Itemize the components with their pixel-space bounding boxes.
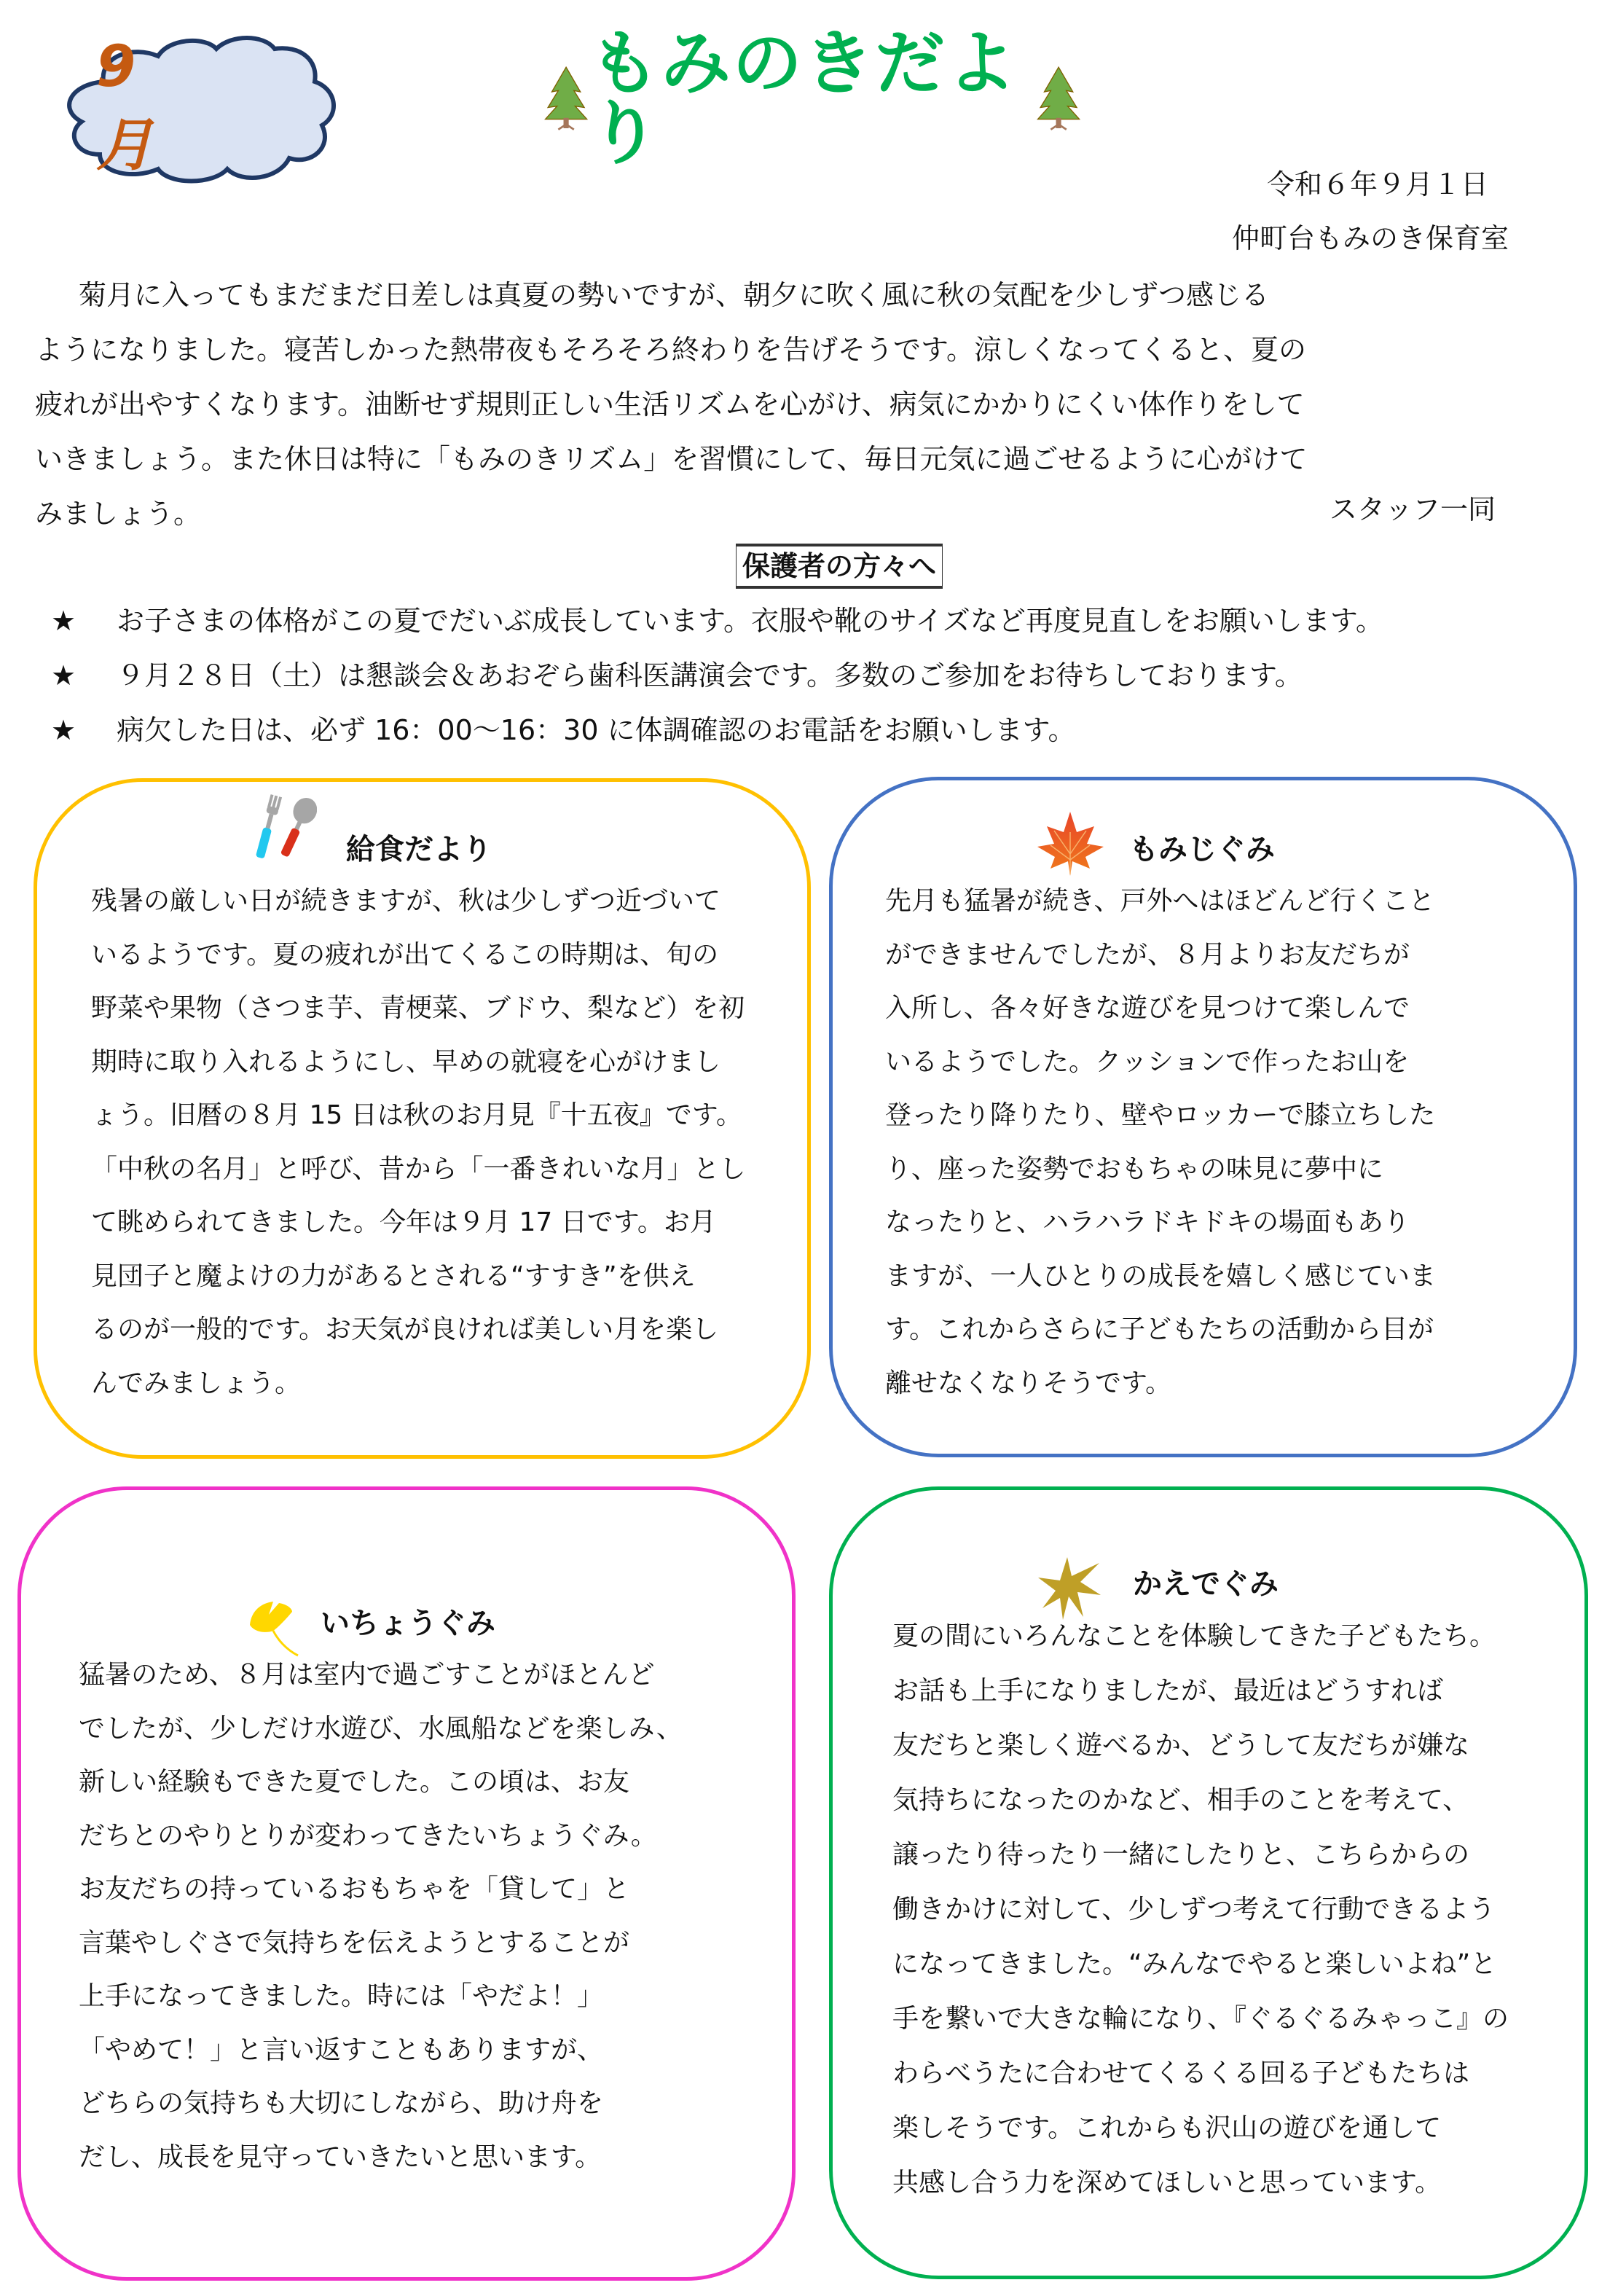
body-line: んでみましょう。 xyxy=(91,1368,302,1398)
body-line: お友だちの持っているおもちゃを「貸して」と xyxy=(79,1874,630,1904)
body-line: だし、成長を見守っていきたいと思います。 xyxy=(79,2142,602,2172)
section-body-ichou xyxy=(79,1648,683,2184)
maple-leaf-icon xyxy=(1036,810,1105,877)
intro-line: 菊月に入ってもまだまだ日差しは真夏の勢いですが、朝夕に吹く風に秋の気配を少しずつ感じる xyxy=(79,279,1270,311)
body-line: 上手になってきました。時には「やだよ！」 xyxy=(79,1981,604,2011)
guardians-list xyxy=(51,594,1383,758)
intro-line: 疲れが出やすくなります。油断せず規則正しい生活リズムを心がけ、病気にかかりにくい体作りをして xyxy=(35,388,1305,420)
issue-date: 令和６年９月１日 xyxy=(1266,168,1488,200)
body-line: お話も上手になりましたが、最近はどうすれば xyxy=(892,1676,1444,1706)
star-icon: ★ xyxy=(51,605,76,637)
body-line: 見団子と魔よけの力があるとされる“すすき”を供え xyxy=(91,1261,696,1291)
body-line: でしたが、少しだけ水遊び、水風船などを楽しみ、 xyxy=(79,1713,683,1744)
body-line: 言葉やしぐさで気持ちを伝えようとすることが xyxy=(79,1927,630,1958)
body-line: て眺められてきました。今年は９月 17 日です。お月 xyxy=(91,1207,716,1237)
body-line: 離せなくなりそうです。 xyxy=(885,1368,1172,1398)
body-line: どちらの気持ちも大切にしながら、助け舟を xyxy=(79,2088,604,2118)
body-line: ますが、一人ひとりの成長を嬉しく感じていま xyxy=(885,1261,1437,1291)
body-line: わらべうたに合わせてくるくる回る子どもたちは xyxy=(892,2058,1470,2088)
body-line: ができませんでしたが、８月よりお友だちが xyxy=(885,939,1410,970)
body-line: いるようです。夏の疲れが出てくるこの時期は、旬の xyxy=(91,939,719,970)
list-item-text: ９月２８日（土）は懇談会＆あおぞら歯科医講演会です。多数のご参加をお待ちしております。 xyxy=(117,659,1303,691)
body-line: るのが一般的です。お天気が良ければ美しい月を楽し xyxy=(91,1314,719,1344)
section-title-ichou: いちょうぐみ xyxy=(321,1607,495,1640)
body-line: 期時に取り入れるようにし、早めの就寝を心がけまし xyxy=(91,1046,721,1077)
body-line: り、座った姿勢でおもちゃの味見に夢中に xyxy=(885,1153,1384,1184)
body-line: 残暑の厳しい日が続きますが、秋は少しずつ近づいて xyxy=(91,886,721,916)
section-title-kyushoku: 給食だより xyxy=(346,833,492,866)
section-title-momiji: もみじぐみ xyxy=(1129,833,1275,866)
list-item xyxy=(51,703,1383,758)
body-line: 気持ちになったのかなど、相手のことを考えて、 xyxy=(892,1785,1469,1815)
body-line: 夏の間にいろんなことを体験してきた子どもたち。 xyxy=(892,1621,1496,1651)
body-line: 「中秋の名月」と呼び、昔から「一番きれいな月」とし xyxy=(91,1153,746,1184)
intro-paragraph xyxy=(35,268,1521,541)
body-line: 共感し合う力を深めてほしいと思っています。 xyxy=(892,2168,1442,2198)
body-line: 働きかけに対して、少しずつ考えて行動できるよう xyxy=(892,1895,1496,1924)
section-body-kyushoku xyxy=(91,874,746,1410)
fork-spoon-icon xyxy=(251,793,317,862)
list-item-text: 病欠した日は、必ず 16：00～16：30 に体調確認のお電話をお願いします。 xyxy=(117,714,1076,746)
list-item-text: お子さまの体格がこの夏でだいぶ成長しています。衣服や靴のサイズなど再度見直しをお願いします。 xyxy=(117,605,1383,637)
newsletter-title-bar xyxy=(543,23,1082,174)
section-title-kaede: かえでぐみ xyxy=(1133,1567,1279,1601)
body-line: 譲ったり待ったり一緒にしたりと、こちらからの xyxy=(892,1840,1470,1870)
list-item xyxy=(51,649,1383,703)
tree-icon xyxy=(543,62,589,135)
body-line: 友だちと楽しく遊べるか、どうして友だちが嫌な xyxy=(892,1731,1470,1760)
body-line: になってきました。“みんなでやると楽しいよね”と xyxy=(892,1949,1497,1979)
body-line: ょう。旧暦の８月 15 日は秋のお月見『十五夜』です。 xyxy=(91,1100,742,1130)
star-icon: ★ xyxy=(51,659,76,691)
body-line: 楽しそうです。これからも沢山の遊びを通して xyxy=(892,2113,1442,2143)
guardians-heading: 保護者の方々へ xyxy=(736,544,943,589)
organization-name: 仲町台もみのき保育室 xyxy=(1231,222,1509,254)
section-body-kaede xyxy=(892,1609,1509,2210)
body-line: 先月も猛暑が続き、戸外へはほどんど行くこと xyxy=(885,886,1435,916)
month-badge: 9 月 xyxy=(96,34,197,179)
body-line: いるようでした。クッションで作ったお山を xyxy=(885,1046,1410,1077)
signoff: スタッフ一同 xyxy=(1329,493,1496,525)
body-line: 猛暑のため、８月は室内で過ごすことがほとんど xyxy=(79,1660,655,1690)
intro-line: みましょう。 xyxy=(35,498,202,530)
body-line: 野菜や果物（さつま芋、青梗菜、ブドウ、梨など）を初 xyxy=(91,993,745,1023)
newsletter-title: もみのきだより xyxy=(589,23,1018,174)
body-line: 新しい経験もできた夏でした。この頃は、お友 xyxy=(79,1767,630,1797)
body-line: 入所し、各々好きな遊びを見つけて楽しんで xyxy=(885,993,1410,1023)
body-line: す。これからさらに子どもたちの活動から目が xyxy=(885,1314,1434,1344)
body-line: なったりと、ハラハラドキドキの場面もあり xyxy=(885,1207,1410,1237)
body-line: 登ったり降りたり、壁やロッカーで膝立ちした xyxy=(885,1100,1436,1130)
body-line: 「やめて！」と言い返すこともありますが、 xyxy=(79,2034,604,2065)
tree-icon xyxy=(1035,62,1082,135)
body-line: だちとのやりとりが変わってきたいちょうぐみ。 xyxy=(79,1820,657,1851)
body-line: 手を繋いで大きな輪になり、『ぐるぐるみゃっこ』の xyxy=(892,2004,1509,2034)
list-item xyxy=(51,594,1383,649)
intro-line: ようになりました。寝苦しかった熱帯夜もそろそろ終わりを告げそうです。涼しくなってくると、夏の xyxy=(35,334,1306,366)
star-icon: ★ xyxy=(51,714,76,746)
section-body-momiji xyxy=(885,874,1436,1410)
intro-line: いきましょう。また休日は特に「もみのきリズム」を習慣にして、毎日元気に過ごせるように心がけて xyxy=(35,443,1308,475)
